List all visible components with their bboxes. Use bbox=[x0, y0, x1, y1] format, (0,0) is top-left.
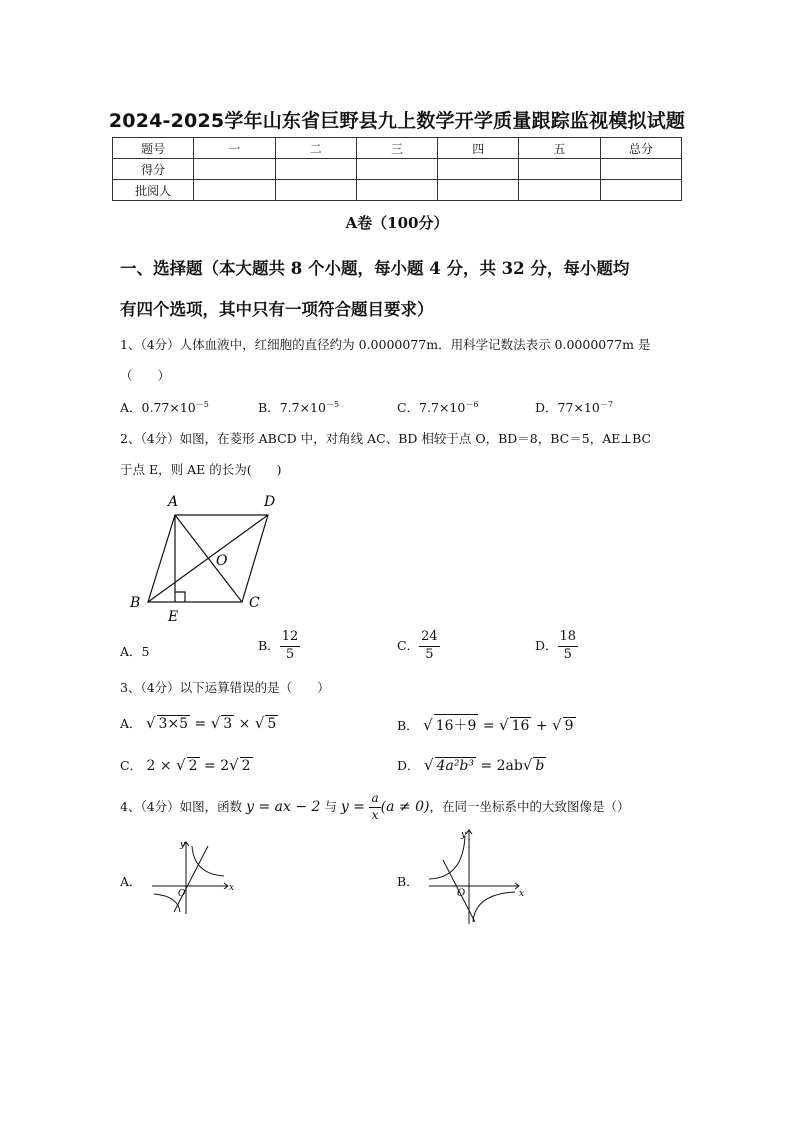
option-label: D． bbox=[397, 758, 420, 773]
option-value: 5 bbox=[141, 644, 150, 659]
axis-label-y: y bbox=[461, 830, 467, 840]
option-exponent: －6 bbox=[465, 399, 479, 409]
label-a: A bbox=[168, 494, 179, 510]
radical-sign: √ bbox=[552, 716, 562, 734]
fraction-numerator: 18 bbox=[558, 630, 579, 647]
equals-sign: = bbox=[190, 716, 211, 732]
option-label: C． bbox=[120, 758, 143, 773]
q3-option-a[interactable] bbox=[120, 714, 278, 732]
option-exponent: －7 bbox=[599, 399, 613, 409]
q4-option-a-label[interactable]: A． bbox=[120, 874, 142, 889]
table-cell bbox=[356, 159, 437, 180]
prefix: 2 × bbox=[146, 758, 177, 774]
q3-option-d[interactable] bbox=[397, 756, 546, 774]
table-cell bbox=[275, 159, 356, 180]
exam-title: 2024-2025学年山东省巨野县九上数学开学质量跟踪监视模拟试题 bbox=[108, 110, 686, 132]
rhombus-figure bbox=[120, 488, 290, 628]
question-1-bracket: （ ） bbox=[120, 368, 171, 383]
hyperbola-branch-q3 bbox=[154, 894, 180, 912]
question-4-prefix: 4、（4分）如图，函数 bbox=[120, 798, 247, 814]
operator: + bbox=[531, 718, 553, 734]
radical-sign: √ bbox=[522, 756, 533, 774]
radical-sign: √ bbox=[176, 756, 186, 774]
q1-option-c[interactable] bbox=[397, 398, 478, 416]
option-value: 7.7×10 bbox=[279, 400, 326, 415]
label-e: E bbox=[168, 609, 179, 625]
function-1: y = ax − 2 bbox=[246, 798, 321, 815]
radicand: 16＋9 bbox=[434, 714, 479, 735]
fraction-denominator: 5 bbox=[425, 646, 434, 662]
right-angle-mark bbox=[175, 592, 185, 602]
hyperbola-branch-q2 bbox=[429, 836, 465, 879]
equals-sign: = 2 bbox=[199, 758, 230, 774]
score-table bbox=[112, 137, 682, 201]
question-4-suffix: ，在同一坐标系中的大致图像是（） bbox=[429, 798, 630, 814]
q4-option-b-label[interactable]: B． bbox=[397, 874, 419, 889]
fraction-denominator: 5 bbox=[285, 646, 295, 662]
q3-option-b[interactable] bbox=[397, 714, 576, 735]
radicand: 2 bbox=[188, 758, 198, 774]
table-cell: 批阅人 bbox=[113, 180, 194, 201]
radical-sign: √ bbox=[499, 716, 509, 734]
option-label: B． bbox=[258, 637, 280, 653]
table-cell bbox=[600, 180, 681, 201]
fraction bbox=[419, 630, 440, 663]
hyperbola-branch-q4 bbox=[473, 892, 515, 922]
q1-option-d[interactable] bbox=[535, 398, 613, 416]
fraction-numerator: 12 bbox=[280, 630, 301, 647]
radicand: 3×5 bbox=[158, 716, 189, 732]
option-label: A． bbox=[120, 644, 142, 659]
radicand: 2 bbox=[241, 758, 251, 774]
q4-graph-a[interactable] bbox=[148, 838, 238, 918]
q2-option-c[interactable] bbox=[397, 630, 440, 663]
option-label: B． bbox=[258, 400, 280, 415]
option-label: B． bbox=[397, 718, 419, 733]
label-b: B bbox=[130, 595, 141, 611]
q4-graph-b[interactable] bbox=[425, 826, 525, 928]
radicand: 4a²b³ bbox=[436, 758, 474, 774]
option-label: A． bbox=[120, 400, 142, 415]
function-2-fraction bbox=[369, 792, 380, 823]
radical-sign: √ bbox=[254, 714, 265, 732]
option-label: A． bbox=[120, 716, 142, 731]
table-cell bbox=[194, 159, 275, 180]
radicand: 5 bbox=[267, 716, 277, 732]
option-value: 0.77×10 bbox=[141, 400, 196, 415]
section-heading-line1: 一、选择题（本大题共 8 个小题，每小题 4 分，共 32 分，每小题均 bbox=[120, 259, 630, 278]
table-cell bbox=[194, 180, 275, 201]
option-label: D． bbox=[535, 400, 558, 415]
question-4-conjunction: 与 bbox=[320, 798, 341, 814]
q1-option-a[interactable] bbox=[120, 398, 209, 416]
fraction-numerator: 24 bbox=[419, 630, 440, 647]
table-cell: 二 bbox=[275, 138, 356, 159]
fraction bbox=[280, 630, 301, 663]
label-o: O bbox=[216, 553, 228, 569]
line-graph bbox=[174, 846, 208, 912]
option-value: 7.7×10 bbox=[419, 400, 466, 415]
score-table-row bbox=[113, 180, 682, 201]
origin-label: O bbox=[178, 889, 186, 899]
radicand: 16 bbox=[511, 718, 530, 734]
operator: × bbox=[234, 716, 255, 732]
origin-label: O bbox=[457, 888, 466, 899]
function-2-left: y = bbox=[340, 798, 370, 815]
table-cell: 四 bbox=[438, 138, 519, 159]
fraction bbox=[558, 630, 579, 663]
table-cell bbox=[600, 159, 681, 180]
q2-option-d[interactable] bbox=[535, 630, 578, 663]
table-cell bbox=[438, 180, 519, 201]
option-label: D． bbox=[535, 637, 558, 653]
equals-sign: = bbox=[478, 718, 500, 734]
fraction-numerator: a bbox=[369, 792, 380, 808]
table-cell bbox=[275, 180, 356, 201]
radicand: b bbox=[535, 758, 545, 774]
axis-label-x: x bbox=[519, 889, 525, 899]
radical-sign: √ bbox=[423, 756, 434, 774]
q3-option-c[interactable] bbox=[120, 756, 253, 774]
option-exponent: －5 bbox=[325, 399, 340, 409]
table-cell: 总分 bbox=[600, 138, 681, 159]
axis-label-y: y bbox=[180, 840, 186, 850]
q1-option-b[interactable] bbox=[258, 398, 339, 416]
fraction-denominator: x bbox=[371, 807, 379, 822]
table-cell bbox=[438, 159, 519, 180]
option-label: C． bbox=[397, 400, 420, 415]
table-cell: 得分 bbox=[113, 159, 194, 180]
label-d: D bbox=[264, 494, 276, 510]
option-value: 77×10 bbox=[557, 400, 600, 415]
function-2-condition: (a ≠ 0) bbox=[380, 798, 430, 815]
q2-option-b[interactable] bbox=[258, 630, 300, 663]
option-exponent: －5 bbox=[195, 399, 209, 409]
radical-sign: √ bbox=[210, 714, 221, 732]
question-4-text bbox=[120, 792, 629, 823]
hyperbola-branch-q1 bbox=[192, 846, 224, 876]
section-heading-line2: 有四个选项，其中只有一项符合题目要求） bbox=[120, 300, 434, 319]
question-1-text: 1、（4分）人体血液中，红细胞的直径约为 0.0000077m．用科学记数法表示 0.0000077m 是 bbox=[120, 337, 651, 352]
table-cell bbox=[356, 180, 437, 201]
score-table-header-row bbox=[113, 138, 682, 159]
radicand: 3 bbox=[223, 716, 233, 732]
table-cell bbox=[519, 159, 600, 180]
fraction-denominator: 5 bbox=[563, 646, 572, 662]
question-2-text: 2、（4分）如图，在菱形 ABCD 中，对角线 AC、BD 相较于点 O，BD＝8，BC＝5，AE⊥BC bbox=[120, 431, 652, 446]
label-c: C bbox=[249, 595, 260, 611]
diagonal-bd bbox=[148, 515, 268, 602]
table-cell: 一 bbox=[194, 138, 275, 159]
radical-sign: √ bbox=[423, 716, 433, 734]
axis-label-x: x bbox=[229, 883, 235, 893]
table-cell: 五 bbox=[519, 138, 600, 159]
radicand: 9 bbox=[564, 718, 574, 734]
table-cell: 题号 bbox=[113, 138, 194, 159]
question-3-text: 3、（4分）以下运算错误的是（ ） bbox=[120, 680, 330, 695]
question-2-text-line2: 于点 E，则 AE 的长为( ) bbox=[120, 462, 282, 477]
option-label: C． bbox=[397, 637, 420, 653]
score-table-row bbox=[113, 159, 682, 180]
radical-sign: √ bbox=[145, 714, 156, 732]
equals-sign: = 2ab bbox=[476, 758, 523, 774]
q2-option-a[interactable] bbox=[120, 642, 149, 660]
table-cell bbox=[519, 180, 600, 201]
volume-heading: A卷（100分） bbox=[345, 214, 449, 232]
radical-sign: √ bbox=[229, 756, 239, 774]
table-cell: 三 bbox=[356, 138, 437, 159]
